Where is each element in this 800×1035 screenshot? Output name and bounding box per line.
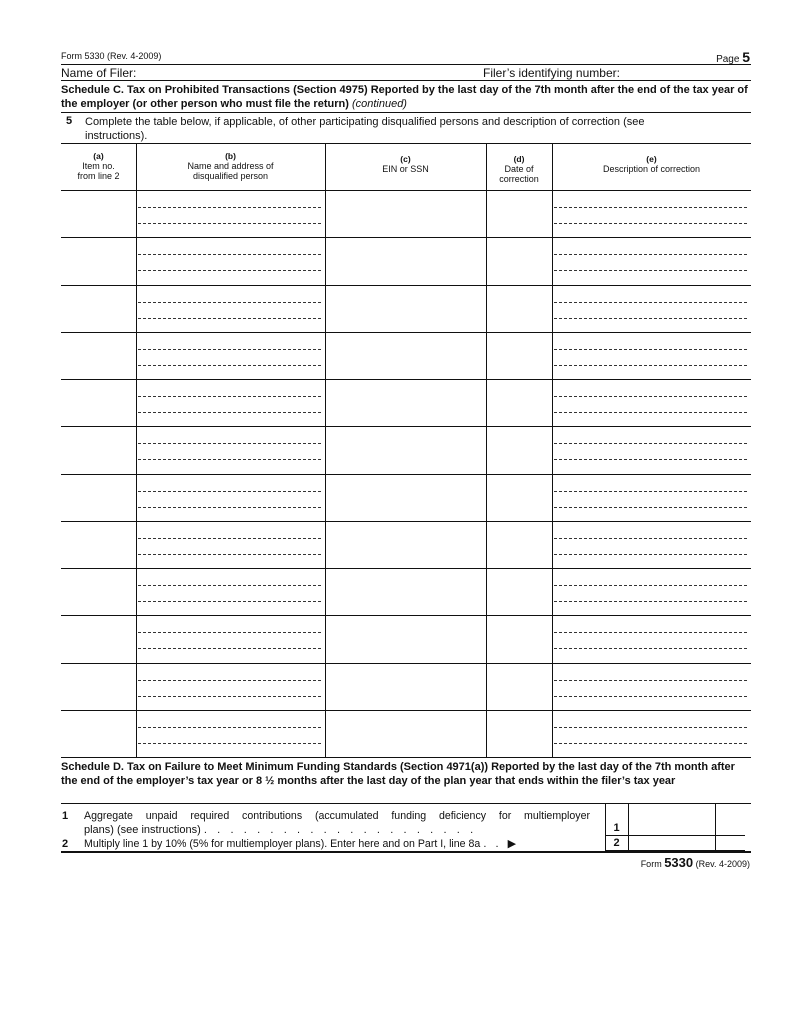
cell-ein-ssn[interactable] <box>326 333 485 378</box>
footer-form-number: 5330 <box>664 855 694 870</box>
entry-line <box>138 507 321 508</box>
cell-ein-ssn[interactable] <box>326 569 485 614</box>
cell-description[interactable] <box>553 238 750 283</box>
sched-d-line-1-text-2 <box>84 823 604 837</box>
entry-line <box>138 365 321 366</box>
sched-d-line-2-leader: . . ▶ <box>483 838 520 850</box>
entry-line <box>138 412 321 413</box>
cell-description[interactable] <box>553 616 750 661</box>
entry-line <box>138 632 321 633</box>
cell-date[interactable] <box>487 616 551 661</box>
cell-date[interactable] <box>487 191 551 236</box>
col-header-b-label: Name and address of disqualified person <box>187 161 274 181</box>
table-top-rule <box>61 143 751 144</box>
cell-item[interactable] <box>62 522 135 567</box>
sched-d-line-1-text-cont: plans) (see instructions) <box>84 824 201 836</box>
form-reference: Form 5330 (Rev. 4-2009) <box>61 51 162 61</box>
cell-item[interactable] <box>62 427 135 472</box>
cell-ein-ssn[interactable] <box>326 380 485 425</box>
entry-line <box>138 443 321 444</box>
entry-line <box>138 648 321 649</box>
entry-line <box>554 727 747 728</box>
cell-ein-ssn[interactable] <box>326 191 485 236</box>
cell-item[interactable] <box>62 616 135 661</box>
sched-d-line-2-number: 2 <box>62 838 69 850</box>
entry-line <box>554 302 747 303</box>
col-header-c-label: EIN or SSN <box>382 164 429 174</box>
cell-description[interactable] <box>553 380 750 425</box>
sched-d-box-label-1: 1 <box>613 822 620 834</box>
entry-line <box>554 538 747 539</box>
schedule-c-continued: (continued) <box>351 98 407 110</box>
cell-date[interactable] <box>487 569 551 614</box>
sched-d-box-label-2: 2 <box>613 837 620 849</box>
col-header-a-label: Item no. from line 2 <box>77 161 120 181</box>
cell-ein-ssn[interactable] <box>326 427 485 472</box>
cell-name-address[interactable] <box>137 569 324 614</box>
entry-line <box>138 538 321 539</box>
col-header-e-letter: (e) <box>646 154 657 164</box>
entry-line <box>138 254 321 255</box>
entry-line <box>554 554 747 555</box>
col-header-d-letter: (d) <box>513 154 525 164</box>
sched-d-line-2-cents[interactable] <box>716 836 745 850</box>
cell-date[interactable] <box>487 427 551 472</box>
entry-line <box>554 507 747 508</box>
entry-line <box>554 743 747 744</box>
entry-line <box>138 554 321 555</box>
entry-line <box>554 632 747 633</box>
col-header-a <box>61 151 136 181</box>
entry-line <box>554 318 747 319</box>
cell-ein-ssn[interactable] <box>326 475 485 520</box>
col-header-c-letter: (c) <box>400 154 411 164</box>
cell-description[interactable] <box>553 522 750 567</box>
cell-item[interactable] <box>62 333 135 378</box>
entry-line <box>554 585 747 586</box>
cell-name-address[interactable] <box>137 475 324 520</box>
entry-line <box>554 365 747 366</box>
cell-name-address[interactable] <box>137 711 324 756</box>
cell-ein-ssn[interactable] <box>326 522 485 567</box>
sched-d-line-1-leader: . . . . . . . . . . . . . . . . . . . . . <box>203 824 477 836</box>
sched-d-line-1-number: 1 <box>62 810 69 822</box>
line-5-text: Complete the table below, if applicable, of other participating disqualified persons and description of correction (see instructions). <box>85 116 645 142</box>
col-header-e <box>552 154 751 174</box>
cell-name-address[interactable] <box>137 427 324 472</box>
entry-line <box>554 696 747 697</box>
schedule-c-title-text: Schedule C. Tax on Prohibited Transactions (Section 4975) Reported by the last day of the 7th month after the end of the tax year of the employer (or other person who must file the return) <box>61 84 748 110</box>
cell-date[interactable] <box>487 522 551 567</box>
cell-item[interactable] <box>62 286 135 331</box>
cell-item[interactable] <box>62 664 135 709</box>
entry-line <box>138 727 321 728</box>
entry-line <box>138 585 321 586</box>
cell-description[interactable] <box>553 333 750 378</box>
entry-line <box>554 443 747 444</box>
col-header-d-label: Date of correction <box>499 164 539 184</box>
entry-line <box>554 270 747 271</box>
cell-description[interactable] <box>553 475 750 520</box>
cell-name-address[interactable] <box>137 522 324 567</box>
cell-date[interactable] <box>487 238 551 283</box>
cell-ein-ssn[interactable] <box>326 238 485 283</box>
cell-name-address[interactable] <box>137 380 324 425</box>
entry-line <box>138 207 321 208</box>
entry-line <box>138 349 321 350</box>
entry-line <box>138 318 321 319</box>
entry-line <box>138 601 321 602</box>
entry-line <box>554 396 747 397</box>
cell-ein-ssn[interactable] <box>326 616 485 661</box>
entry-line <box>554 648 747 649</box>
entry-line <box>138 680 321 681</box>
entry-line <box>554 601 747 602</box>
cell-name-address[interactable] <box>137 333 324 378</box>
sched-d-line-1-text: Aggregate unpaid required contributions (accumulated funding deficiency for multiemployer <box>84 810 590 822</box>
cell-ein-ssn[interactable] <box>326 711 485 756</box>
entry-line <box>138 696 321 697</box>
entry-line <box>554 680 747 681</box>
cell-description[interactable] <box>553 286 750 331</box>
cell-description[interactable] <box>553 711 750 756</box>
sched-d-line-2-amount[interactable] <box>629 836 714 850</box>
cell-name-address[interactable] <box>137 238 324 283</box>
table-bottom-rule <box>61 757 751 758</box>
cell-item[interactable] <box>62 569 135 614</box>
col-header-a-letter: (a) <box>93 151 104 161</box>
col-header-c <box>325 154 486 174</box>
cell-name-address[interactable] <box>137 286 324 331</box>
sched-d-line-2-text <box>84 837 604 851</box>
entry-line <box>554 459 747 460</box>
cell-description[interactable] <box>553 191 750 236</box>
entry-line <box>554 223 747 224</box>
entry-line <box>138 270 321 271</box>
cell-item[interactable] <box>62 238 135 283</box>
cell-item[interactable] <box>62 711 135 756</box>
cell-item[interactable] <box>62 380 135 425</box>
cell-description[interactable] <box>553 427 750 472</box>
col-header-b <box>136 151 325 181</box>
schedule-d-title: Schedule D. Tax on Failure to Meet Minimum Funding Standards (Section 4971(a)) Reported by the last day of the 7th month after the end of the employer’s tax year or 8 ½ months after the last day of the plan year that ends within the filer’s tax year <box>61 761 735 787</box>
entry-line <box>554 349 747 350</box>
cell-date[interactable] <box>487 664 551 709</box>
entry-line <box>138 223 321 224</box>
cell-item[interactable] <box>62 475 135 520</box>
entry-line <box>138 396 321 397</box>
sched-d-line-1-amount[interactable] <box>629 806 714 834</box>
schedule-d-bottom-rule <box>61 851 751 853</box>
cell-name-address[interactable] <box>137 616 324 661</box>
cell-date[interactable] <box>487 711 551 756</box>
cell-date[interactable] <box>487 286 551 331</box>
cell-date[interactable] <box>487 333 551 378</box>
cell-date[interactable] <box>487 475 551 520</box>
cell-description[interactable] <box>553 569 750 614</box>
entry-line <box>138 459 321 460</box>
col-header-d <box>486 154 552 184</box>
cell-ein-ssn[interactable] <box>326 664 485 709</box>
page-number: 5 <box>742 49 750 65</box>
col-header-e-label: Description of correction <box>602 164 701 174</box>
cell-item[interactable] <box>62 191 135 236</box>
line-5-number: 5 <box>66 115 73 127</box>
sched-d-line-2-text-main: Multiply line 1 by 10% (5% for multiemployer plans). Enter here and on Part I, line 8a <box>84 838 481 850</box>
cell-name-address[interactable] <box>137 664 324 709</box>
cell-name-address[interactable] <box>137 191 324 236</box>
entry-line <box>138 743 321 744</box>
footer-form-id <box>641 855 750 870</box>
entry-line <box>138 491 321 492</box>
page-label: Page <box>716 54 740 65</box>
entry-line <box>554 207 747 208</box>
cell-date[interactable] <box>487 380 551 425</box>
filer-id-label: Filer’s identifying number: <box>483 66 620 80</box>
schedule-d-rule <box>61 803 751 804</box>
entry-line <box>554 254 747 255</box>
entry-line <box>554 491 747 492</box>
cell-ein-ssn[interactable] <box>326 286 485 331</box>
sched-d-line-1-cents[interactable] <box>716 806 745 834</box>
name-of-filer-label: Name of Filer: <box>61 66 137 80</box>
col-header-b-letter: (b) <box>225 151 236 161</box>
footer-form-word: Form <box>640 859 662 869</box>
entry-line <box>138 302 321 303</box>
footer-rev: (Rev. 4-2009) <box>695 859 750 869</box>
cell-description[interactable] <box>553 664 750 709</box>
entry-line <box>554 412 747 413</box>
